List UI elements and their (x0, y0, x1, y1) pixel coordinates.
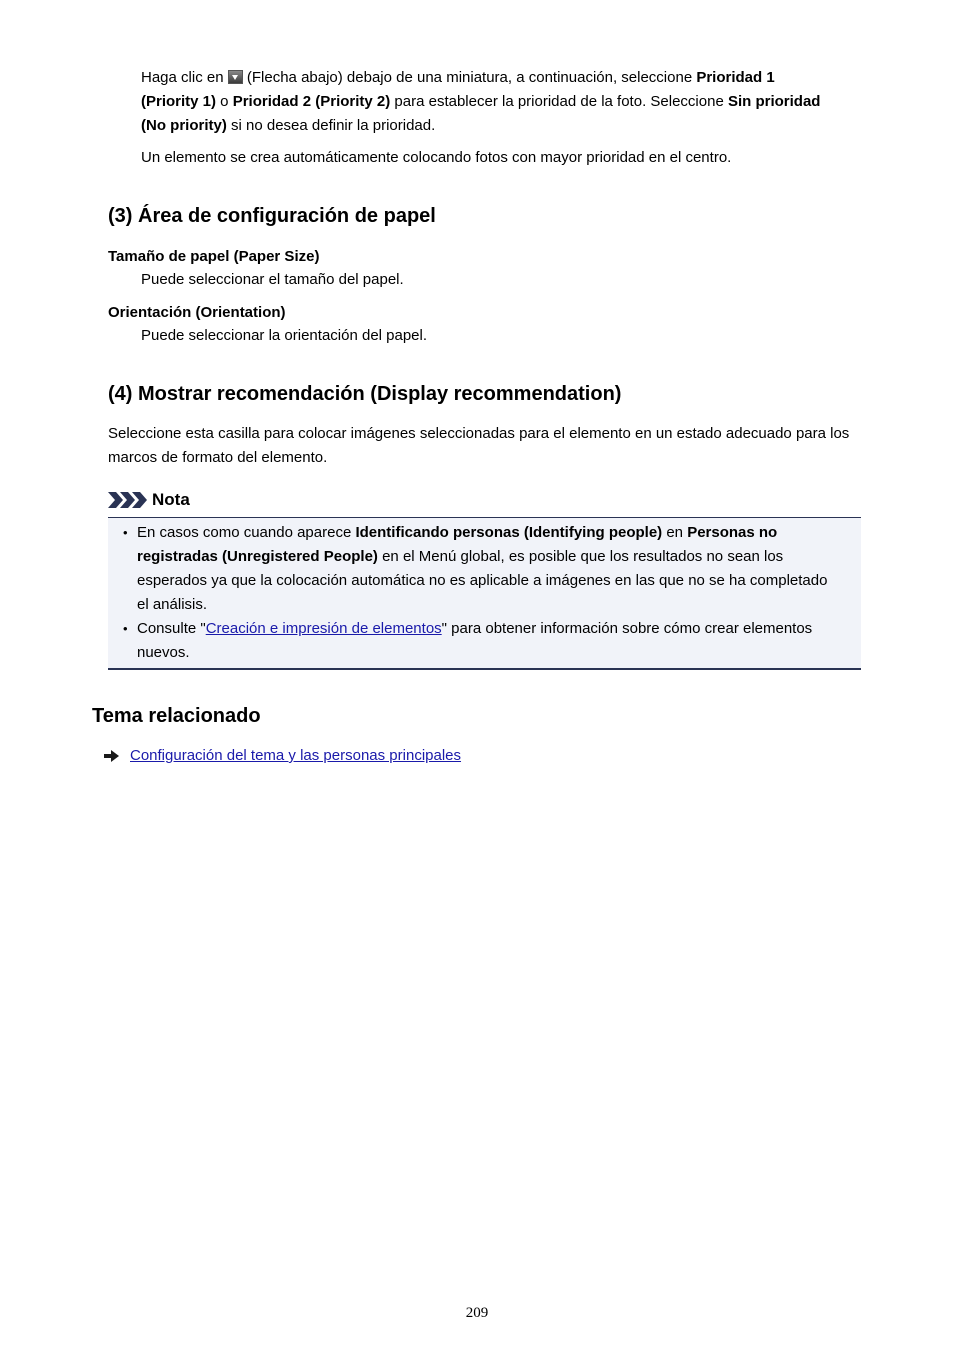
section-4-heading: (4) Mostrar recomendación (Display recommendation) (108, 383, 622, 405)
section-4-body: Seleccione esta casilla para colocar imágenes seleccionadas para el elemento en un estado adecuado para los marcos de formato del elemento. (108, 425, 850, 466)
arrow-right-icon (104, 750, 120, 762)
paper-size-desc: Puede seleccionar el tamaño del papel. (141, 271, 404, 288)
intro-text: para establecer la prioridad de la foto. Seleccione (390, 93, 728, 110)
note-text: en el Menú global, es posible que los resultados no sean los esperados ya que la colocación automática no es aplicable a imágenes en las que no se ha completado el análisis. (137, 548, 828, 613)
note-header (108, 488, 190, 512)
note-text: En casos como cuando aparece (137, 524, 356, 541)
intro-text: si no desea definir la prioridad. (226, 117, 436, 134)
intro-text: o (216, 93, 233, 110)
note-item-2 (108, 617, 833, 665)
related-item (104, 744, 461, 768)
creating-items-link[interactable]: Creación e impresión de elementos (205, 620, 442, 637)
note-box (108, 517, 861, 670)
priority-1-label: Prioridad 1 (Priority 1) (141, 69, 775, 110)
orientation-desc: Puede seleccionar la orientación del papel. (141, 327, 428, 344)
note-label: Nota (152, 490, 190, 509)
intro-text: Haga clic en (141, 69, 228, 86)
note-list (108, 521, 833, 665)
intro-paragraph-2: Un elemento se crea automáticamente colocando fotos con mayor prioridad en el centro. (141, 149, 732, 166)
no-priority-label: Sin prioridad (No priority) (141, 93, 821, 134)
note-text: " para obtener información sobre cómo crear elementos nuevos. (137, 620, 813, 661)
note-chevrons-icon (108, 491, 148, 509)
priority-2-label: Prioridad 2 (Priority 2) (232, 93, 391, 110)
paper-size-term: Tamaño de papel (Paper Size) (108, 248, 320, 265)
page-number: 209 (465, 1305, 489, 1321)
note-text: en (662, 524, 688, 541)
theme-main-people-link[interactable]: Configuración del tema y las personas principales (130, 747, 462, 764)
note-text: Consulte " (137, 620, 206, 637)
intro-paragraph (141, 66, 831, 138)
identifying-people-label: Identificando personas (Identifying people) (355, 524, 663, 541)
note-item-1 (108, 521, 833, 617)
unregistered-people-label: Personas no registradas (Unregistered People) (137, 524, 778, 565)
orientation-term: Orientación (Orientation) (108, 304, 286, 321)
section-3-heading: (3) Área de configuración de papel (108, 205, 436, 227)
down-arrow-icon (228, 70, 243, 84)
intro-text: (Flecha abajo) debajo de una miniatura, a continuación, seleccione (242, 69, 697, 86)
related-heading: Tema relacionado (92, 705, 261, 727)
